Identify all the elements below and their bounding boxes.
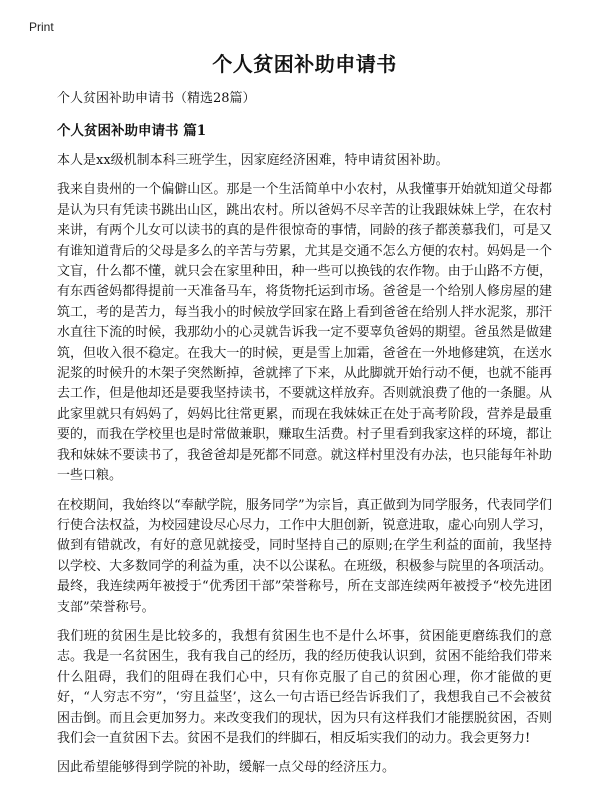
paragraph-school-activities: 在校期间，我始终以“奉献学院，服务同学”为宗旨，真正做到为同学服务，代表同学们行使合法权益，为校园建设尽心尽力，工作中大胆创新，锐意进取，虚心向别人学习，做到有错就改，有好的意见就接受，同时坚持自己的原则;在学生利益的面前，我坚持以学校、大多数同学的利益为重，决不以公谋私。在班级，积极参与院里的各项活动。最终，我连续两年被授于“优秀团干部”荣誉称号，所在支部连续两年被授予“校先进团支部”荣誉称号。: [57, 497, 552, 615]
section-heading: 个人贫困补助申请书 篇1: [57, 123, 207, 139]
paragraph-conclusion: 因此希望能够得到学院的补助，缓解一点父母的经济压力。: [57, 760, 396, 776]
paragraph-intro: 本人是xx级机制本科三班学生，因家庭经济困难，特申请贫困补助。: [57, 153, 449, 168]
print-link[interactable]: Print: [29, 20, 54, 34]
paragraph-poverty-reflection: 我们班的贫困生是比较多的，我想有贫困生也不是什么坏事，贫困能更磨练我们的意志。我是一名贫困生，我有我自己的经历，我的经历使我认识到，贫困不能给我们带来什么阻碍，我们的阻碍在我们心中，只有你克服了自己的贫困心理，你才能做的更好，“人穷志不穷”，‘穷且益坚’，这么一句古语已经告诉我们了，我想我自己不会被贫困击倒。而且会更加努力。来改变我们的现状，因为只有这样我们才能摆脱贫困，否则我们会一直贫困下去。贫困不是我们的绊脚石，相反垢实我们的动力。我会更努力!: [57, 628, 552, 746]
document-title: 个人贫困补助申请书: [212, 52, 397, 76]
document-page: [57, 50, 552, 788]
paragraph-family-background: 我来自贵州的一个偏僻山区。那是一个生活简单中小农村，从我懂事开始就知道父母都是认为只有凭读书跳出山区，跳出农村。所以爸妈不尽辛苦的让我跟妹妹上学，在农村来讲，有两个儿女可以读书的真的是件很惊奇的事情，同龄的孩子都羡慕我们，可是又有谁知道背后的父母是多么的辛苦与劳累，尤其是交通不怎么方便的农村。妈妈是一个文盲，什么都不懂，就只会在家里种田，种一些可以换钱的农作物。由于山路不方便，有东西爸妈都得提前一天准备马车，将货物托运到市场。爸爸是一个给别人修房屋的建筑工，考的是苦力，每当我小的时候放学回家在路上看到爸爸在给别人拌水泥浆，那汗水直往下流的时候，我那幼小的心灵就告诉我一定不要辜负爸妈的期望。爸虽然是做建筑，但收入很不稳定。在我大一的时候，更是雪上加霜，爸爸在一外地修建筑，在送水泥浆的时候升的木架子突然断掉，爸就摔了下来，从此脚就开始行动不便，也就不能再去工作，但是他却还是要我坚持读书，不要就这样放弃。否则就浪费了他的一条腿。从此家里就只有妈妈了，妈妈比往常更累，而现在我妹妹正在处于高考阶段，营养是最重要的，而我在学校里也是时常做兼职，赚取生活费。村子里看到我家这样的环境，都让我和妹妹不要读书了，我爸爸却是死都不同意。就这样村里没有办法，也只能每年补助一些口粮。: [57, 182, 552, 484]
document-subtitle: 个人贫困补助申请书（精选28篇）: [57, 91, 256, 106]
